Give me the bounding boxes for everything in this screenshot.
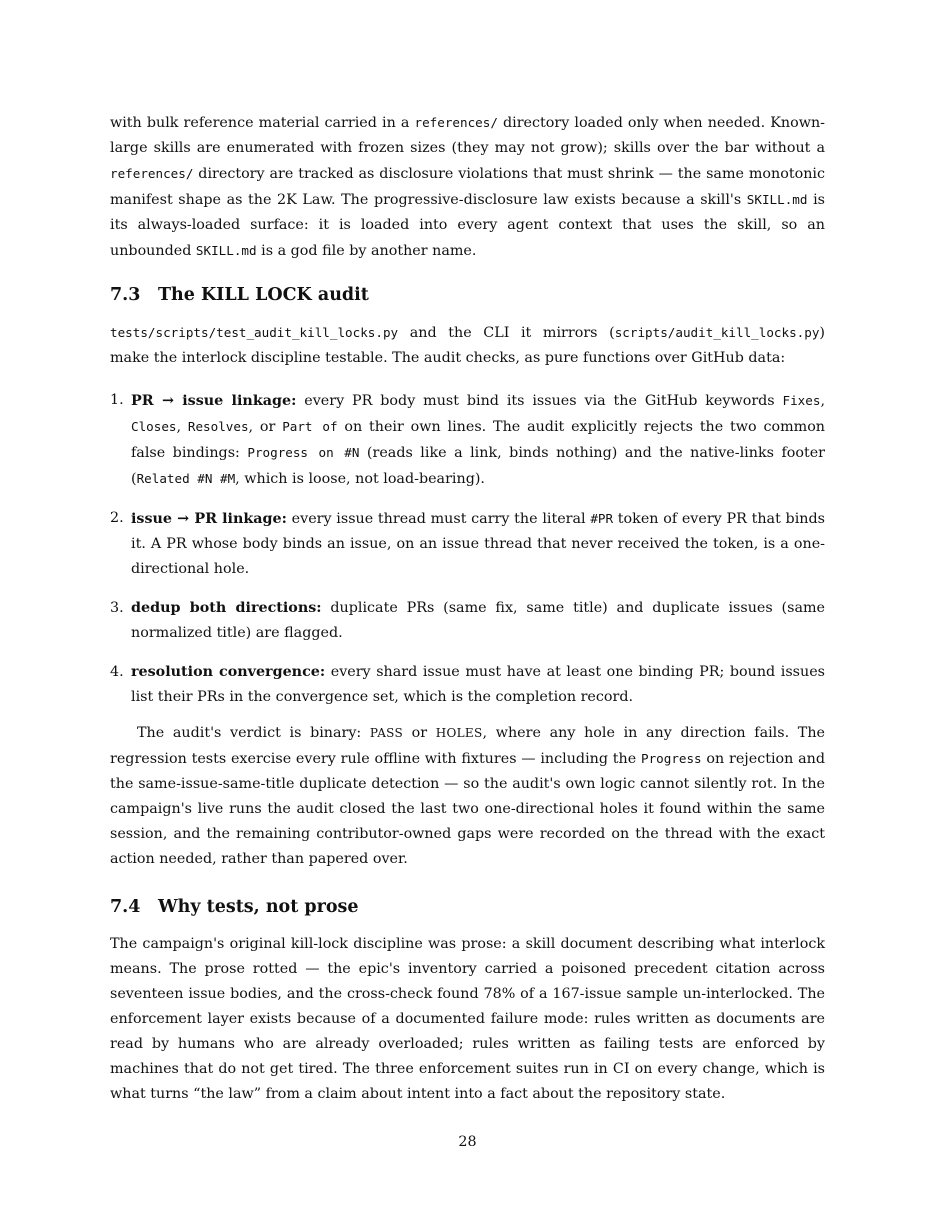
text-run: directory loaded only when needed. Known-large skills are enumerated with frozen sizes (they may not grow); skills over the bar without a xyxy=(110,115,825,156)
list-marker: 2. xyxy=(110,510,124,526)
text-run: (reads like a link, binds nothing) and the native-links footer ( xyxy=(131,445,825,487)
text-run: token of every PR that binds it. A PR whose body binds an issue, on an issue thread that never received the token, is a one-directional hole. xyxy=(131,511,825,577)
text-run: , xyxy=(176,419,188,435)
section-title: Why tests, not prose xyxy=(158,897,359,917)
audit-checks-list xyxy=(110,388,825,710)
text-run: is its always-loaded surface: it is loaded into every agent context that uses the skill, so an unbounded xyxy=(110,192,825,259)
audit-verdict-paragraph xyxy=(110,721,825,872)
code-span: SKILL.md xyxy=(746,192,808,207)
section-number: 7.3 xyxy=(110,285,141,305)
text-run: , xyxy=(820,393,825,409)
code-span: references/ xyxy=(414,115,498,130)
text-run: , or xyxy=(248,419,283,435)
text-run: every shard issue must have at least one binding PR; bound issues list their PRs in the convergence set, which is the completion record. xyxy=(131,664,825,705)
why-tests-paragraph: The campaign's original kill-lock discipline was prose: a skill document describing what interlock means. The prose rotted — the epic's inventory carried a poisoned precedent citation across seventeen issue bodies, and the cross-check found 78% of a 167-issue sample un-interlocked. The enforcement layer exists because of a documented failure mode: rules written as documents are read by humans who are already overloaded; rules written as failing tests are enforced by machines that do not get tired. The three enforcement suites run in CI on every change, which is what turns “the law” from a claim about intent into a fact about the repository state. xyxy=(110,936,825,1102)
section-number: 7.4 xyxy=(110,897,141,917)
section-title: The KILL LOCK audit xyxy=(158,285,369,305)
text-run: ) make the interlock discipline testable. The audit checks, as pure functions over GitHub data: xyxy=(110,325,825,366)
text-run: every issue thread must carry the literal xyxy=(286,511,591,527)
small-caps-span: PASS xyxy=(369,726,403,740)
section-heading-7-4 xyxy=(110,895,359,919)
code-span: Fixes xyxy=(782,393,821,408)
page-number: 28 xyxy=(458,1134,477,1150)
list-item-label: issue → PR linkage: xyxy=(131,511,287,527)
code-span: Part of xyxy=(282,419,338,434)
code-span: Closes xyxy=(131,419,177,434)
intro-paragraph xyxy=(110,110,825,264)
list-marker: 4. xyxy=(110,664,124,680)
code-span: scripts/audit_kill_locks.py xyxy=(614,325,820,340)
list-marker: 3. xyxy=(110,600,124,616)
list-item xyxy=(110,388,825,492)
text-run: or xyxy=(403,725,436,741)
list-marker: 1. xyxy=(110,392,124,408)
list-item xyxy=(110,596,825,646)
text-run: every PR body must bind its issues via the GitHub keywords xyxy=(296,393,783,409)
small-caps-span: HOLES xyxy=(435,726,483,740)
code-span: Resolves xyxy=(187,419,249,434)
text-run: with bulk reference material carried in a xyxy=(110,115,415,131)
code-span: #PR xyxy=(590,511,614,526)
text-run: duplicate PRs (same fix, same title) and duplicate issues (same normalized title) are flagged. xyxy=(131,600,825,641)
code-span: SKILL.md xyxy=(195,243,257,258)
audit-intro-paragraph xyxy=(110,320,825,371)
text-run: , where any hole in any direction fails. The regression tests exercise every rule offline with fixtures — including the xyxy=(110,725,826,767)
text-run: on rejection and the same-issue-same-title duplicate detection — so the audit's own logic cannot silently rot. In the campaign's live runs the audit closed the last two one-directional holes it found within the same session, and the remaining contributor-owned gaps were recorded on the thread with the exact action needed, rather than papered over. xyxy=(110,751,825,867)
list-item xyxy=(110,506,825,582)
code-span: Related #N #M xyxy=(136,471,236,486)
code-span: references/ xyxy=(110,166,194,181)
code-span: tests/scripts/test_audit_kill_locks.py xyxy=(110,325,399,340)
code-span: Progress xyxy=(640,751,702,766)
section-heading-7-3 xyxy=(110,283,369,307)
text-run: , which is loose, not load-bearing). xyxy=(235,471,485,487)
list-item-label: resolution convergence: xyxy=(131,664,326,680)
list-item-label: PR → issue linkage: xyxy=(131,393,297,409)
text-run: The audit's verdict is binary: xyxy=(137,725,370,741)
text-run: is a god file by another name. xyxy=(256,243,477,259)
text-run: and the CLI it mirrors ( xyxy=(398,325,615,341)
text-run: on their own lines. The audit explicitly rejects the two common false bindings: xyxy=(131,419,826,461)
list-item-label: dedup both directions: xyxy=(131,600,322,616)
list-item xyxy=(110,660,825,710)
text-run: directory are tracked as disclosure violations that must shrink — the same monotonic manifest shape as the 2K Law. The progressive-disclosure law exists because a skill's xyxy=(110,166,825,208)
code-span: Progress on #N xyxy=(247,445,360,460)
